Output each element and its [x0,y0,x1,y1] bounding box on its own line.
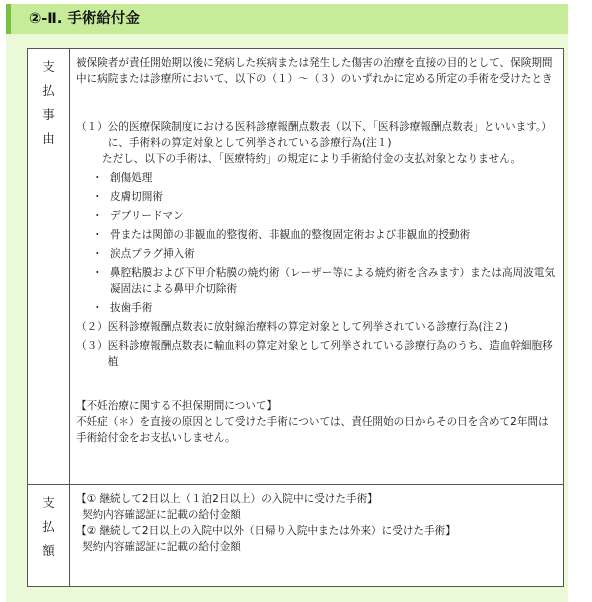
label-char: 払 [42,519,55,534]
bullet-icon: ・ [92,267,103,279]
payment-amount-label [28,485,70,587]
bullet-icon: ・ [92,191,103,203]
list-item [92,300,557,316]
section-title: ②-Ⅱ. 手術給付金 [29,11,140,27]
item-text: 公的医療保険制度における医科診療報酬点数表（以下、「医科診療報酬点数表」といいます。）に、手術料の算定対象として列挙されている診療行為(注１) [107,121,552,149]
payment-reason-content [70,49,564,485]
table-row-payment-reason [28,49,564,485]
item-text: 医科診療報酬点数表に輸血料の算定対象として列挙されている診療行為のうち、造血幹細胞移植 [107,340,553,368]
list-item [92,189,557,205]
bullet-text: 創傷処理 [110,172,153,184]
benefit-table [27,48,564,587]
bullet-text: 涙点プラグ挿入術 [110,248,195,260]
label-char: 支 [42,495,55,510]
bullet-text: デブリードマン [110,210,184,222]
section-header [6,4,568,34]
label-char: 額 [42,543,55,558]
bullet-icon: ・ [92,229,103,241]
item-number: （３） [76,340,108,352]
list-item [92,265,557,297]
label-char: 払 [42,83,55,98]
case2-title: 【② 継続して2日以上の入院中以外（日帰り入院中または外来）に受けた手術】 [76,525,456,537]
bullet-text: 抜歯手術 [110,302,153,314]
bullet-text: 皮膚切開術 [110,191,163,203]
bullet-icon: ・ [92,248,103,260]
list-item [92,246,557,262]
label-char: 支 [42,59,55,74]
case1-title: 【① 継続して2日以上（１泊2日以上）の入院中に受けた手術】 [76,493,378,505]
bullet-icon: ・ [92,210,103,222]
exclusion-note: ただし、以下の手術は、「医療特約」の規定により手術給付金の支払対象となりません。 [102,153,522,165]
item-number: （１） [76,121,108,133]
condition-item-1 [76,119,557,151]
item-text: 医科診療報酬点数表に放射線治療料の算定対象として列挙されている診療行為(注２) [107,321,509,333]
case2-amount: 契約内容確認証に記載の給付金額 [82,541,241,553]
case1-amount: 契約内容確認証に記載の給付金額 [82,509,241,521]
bullet-text: 鼻腔粘膜および下甲介粘膜の焼灼術（レーザー等による焼灼術を含みます）または高周波電気凝固法による鼻甲介切除術 [110,267,555,295]
bullet-icon: ・ [92,172,103,184]
table-row-payment-amount [28,485,564,587]
condition-item-2 [76,319,557,335]
list-item [92,227,557,243]
label-char: 由 [42,131,55,146]
label-char: 事 [42,107,55,122]
item-number: （２） [76,321,108,333]
bullet-icon: ・ [92,302,103,314]
intro-text: 被保険者が責任開始期以後に発病した疾病または発生した傷害の治療を直接の目的として、保険期間中に病院または診療所において、以下の（１）～（３）のいずれかに定める所定の手術を受けたとき [76,57,553,85]
infertility-title: 【不妊治療に関する不担保期間について】 [76,400,278,412]
bullet-text: 骨または関節の非観血的整復術、非観血的整復固定術および非観血的授動術 [110,229,471,241]
list-item [92,170,557,186]
infertility-text: 不妊症（＊）を直接の原因として受けた手術については、責任開始の日からその日を含めて2年間は手術給付金をお支払いしません。 [76,416,549,444]
list-item [92,208,557,224]
payment-reason-label [28,49,70,485]
payment-amount-content [70,485,564,587]
condition-item-3 [76,338,557,370]
